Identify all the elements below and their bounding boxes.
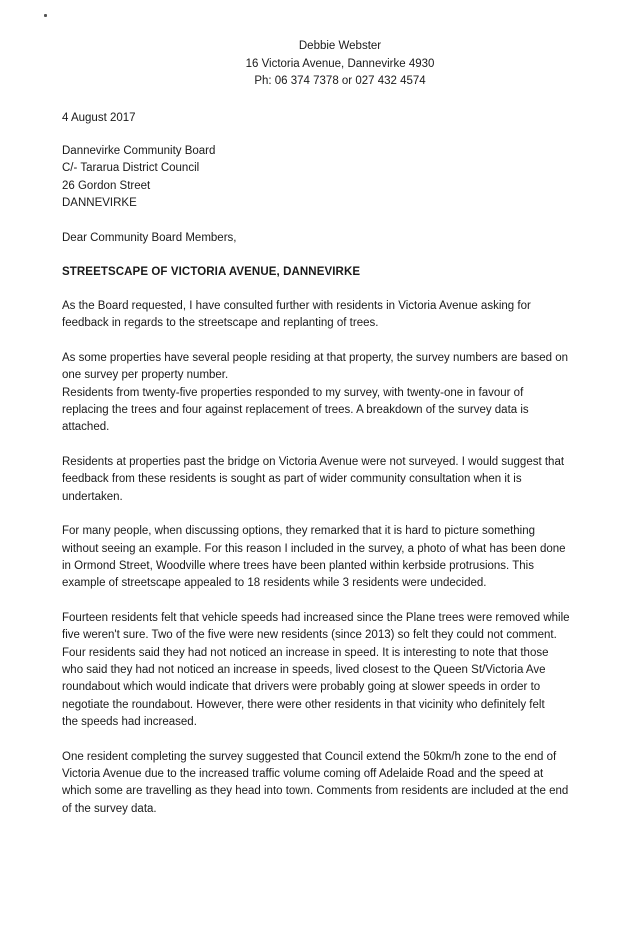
text-line: one survey per property number.	[62, 369, 229, 382]
text-line: As some properties have several people residing at that property, the survey numbers are based on	[62, 352, 569, 365]
text-line: who said they had not noticed an increase in speeds, lived closest to the Queen St/Victoria Ave	[62, 664, 546, 677]
salutation: Dear Community Board Members,	[62, 232, 237, 244]
letter-body	[62, 298, 582, 835]
paragraph	[62, 385, 582, 437]
sender-address: 16 Victoria Avenue, Dannevirke 4930	[245, 57, 435, 70]
paragraph	[62, 610, 582, 731]
text-line: Four residents said they had not noticed an increase in speed. It is interesting to note that those	[62, 646, 549, 659]
text-line: of the survey data.	[62, 802, 157, 815]
text-line: example of streetscape appealed to 18 residents while 3 residents were undecided.	[62, 577, 487, 590]
text-line: Fourteen residents felt that vehicle speeds had increased since the Plane trees were removed while	[62, 612, 570, 625]
text-line: Victoria Avenue due to the increased traffic volume coming off Adelaide Road and the speed at	[62, 768, 544, 781]
sender-phone: Ph: 06 374 7378 or 027 432 4574	[254, 75, 426, 87]
recipient-line: C/- Tararua District Council	[62, 162, 200, 175]
sender-block	[200, 38, 480, 91]
recipient-line: 26 Gordon Street	[62, 179, 151, 192]
recipient-block	[62, 143, 215, 212]
text-line: replacing the trees and four against replacement of trees. A breakdown of the survey data is	[62, 403, 529, 416]
paragraph	[62, 523, 582, 592]
text-line: five weren't sure. Two of the five were new residents (since 2013) so felt they could not comment.	[62, 629, 557, 642]
paragraph	[62, 350, 582, 385]
subject-heading: STREETSCAPE OF VICTORIA AVENUE, DANNEVIRKE	[62, 266, 361, 278]
sender-name: Debbie Webster	[298, 40, 382, 52]
text-line: feedback from these residents is sought as part of wider community consultation when it is	[62, 473, 522, 486]
text-line: negotiate the roundabout. However, there were other residents in that vicinity who definitely felt	[62, 698, 545, 711]
recipient-line: Dannevirke Community Board	[62, 145, 216, 157]
text-line: undertaken.	[62, 490, 123, 503]
paragraph	[62, 298, 582, 333]
text-line: feedback in regards to the streetscape and replanting of trees.	[62, 317, 379, 330]
text-line: roundabout which would indicate that drivers were probably going at slower speeds in order to	[62, 681, 541, 694]
text-line: As the Board requested, I have consulted further with residents in Victoria Avenue asking for	[62, 300, 531, 312]
text-line: Residents from twenty-five properties responded to my survey, with twenty-one in favour of	[62, 386, 524, 399]
paragraph	[62, 454, 582, 506]
paragraph	[62, 749, 582, 818]
letter-date: 4 August 2017	[62, 112, 136, 124]
text-line: the speeds had increased.	[62, 715, 197, 728]
text-line: For many people, when discussing options, they remarked that it is hard to picture something	[62, 525, 536, 538]
text-line: which some are travelling as they head into town. Comments from residents are included at the end	[62, 785, 569, 798]
scan-speck	[44, 14, 47, 17]
text-line: Residents at properties past the bridge on Victoria Avenue were not surveyed. I would suggest that	[62, 456, 565, 469]
text-line: without seeing an example. For this reason I included in the survey, a photo of what has been done	[62, 542, 566, 555]
recipient-line: DANNEVIRKE	[62, 196, 137, 209]
text-line: in Ormond Street, Woodville where trees have been planted within kerbside protrusions. This	[62, 560, 534, 573]
text-line: attached.	[62, 421, 110, 434]
text-line: One resident completing the survey suggested that Council extend the 50km/h zone to the end of	[62, 750, 557, 763]
